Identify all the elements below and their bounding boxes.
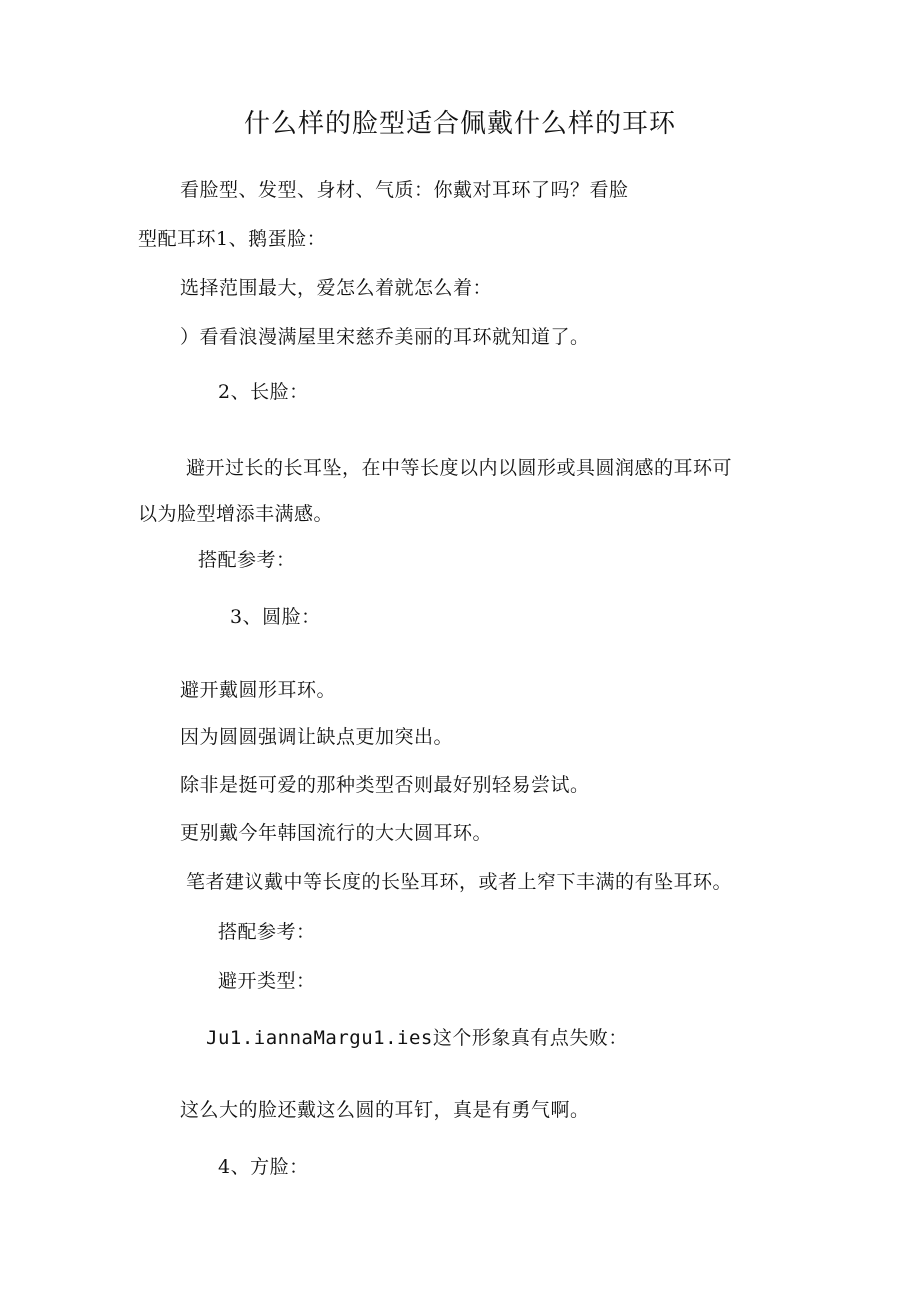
round-face-reference: 搭配参考： <box>218 921 316 943</box>
example-line <box>206 1026 628 1050</box>
round-face-final: 这么大的脸还戴这么圆的耳钉，真是有勇气啊。 <box>180 1099 590 1121</box>
round-face-paragraph-2: 因为圆圆强调让缺点更加突出。 <box>180 726 454 748</box>
intro-line-1: 看脸型、发型、身材、气质：你戴对耳环了吗？看脸 <box>180 179 629 201</box>
example-name: Ju1.iannaMargu1.ies <box>206 1027 433 1049</box>
round-face-paragraph-1: 避开戴圆形耳环。 <box>180 679 337 701</box>
round-face-paragraph-5: 笔者建议戴中等长度的长坠耳环，或者上窄下丰满的有坠耳环。 <box>186 871 733 893</box>
oval-note: ）看看浪漫满屋里宋慈乔美丽的耳环就知道了。 <box>180 326 590 348</box>
long-face-text-line-1: 避开过长的长耳坠，在中等长度以内以圆形或具圆润感的耳环可 <box>186 457 733 479</box>
round-face-heading: 3、圆脸： <box>230 606 321 628</box>
example-comment: 这个形象真有点失败： <box>432 1027 628 1049</box>
long-face-reference: 搭配参考： <box>198 549 296 571</box>
long-face-heading: 2、长脸： <box>218 381 309 403</box>
oval-text: 选择范围最大，爱怎么着就怎么着： <box>180 277 493 299</box>
round-face-paragraph-3: 除非是挺可爱的那种类型否则最好别轻易尝试。 <box>180 774 590 796</box>
document-title: 什么样的脸型适合佩戴什么样的耳环 <box>243 109 676 139</box>
intro-line-2: 型配耳环1、鹅蛋脸： <box>138 228 327 250</box>
round-face-paragraph-4: 更别戴今年韩国流行的大大圆耳环。 <box>180 822 493 844</box>
round-face-avoid-types: 避开类型： <box>218 970 316 992</box>
square-face-heading: 4、方脸： <box>218 1156 309 1178</box>
long-face-text-line-2: 以为脸型增添丰满感。 <box>138 503 334 525</box>
